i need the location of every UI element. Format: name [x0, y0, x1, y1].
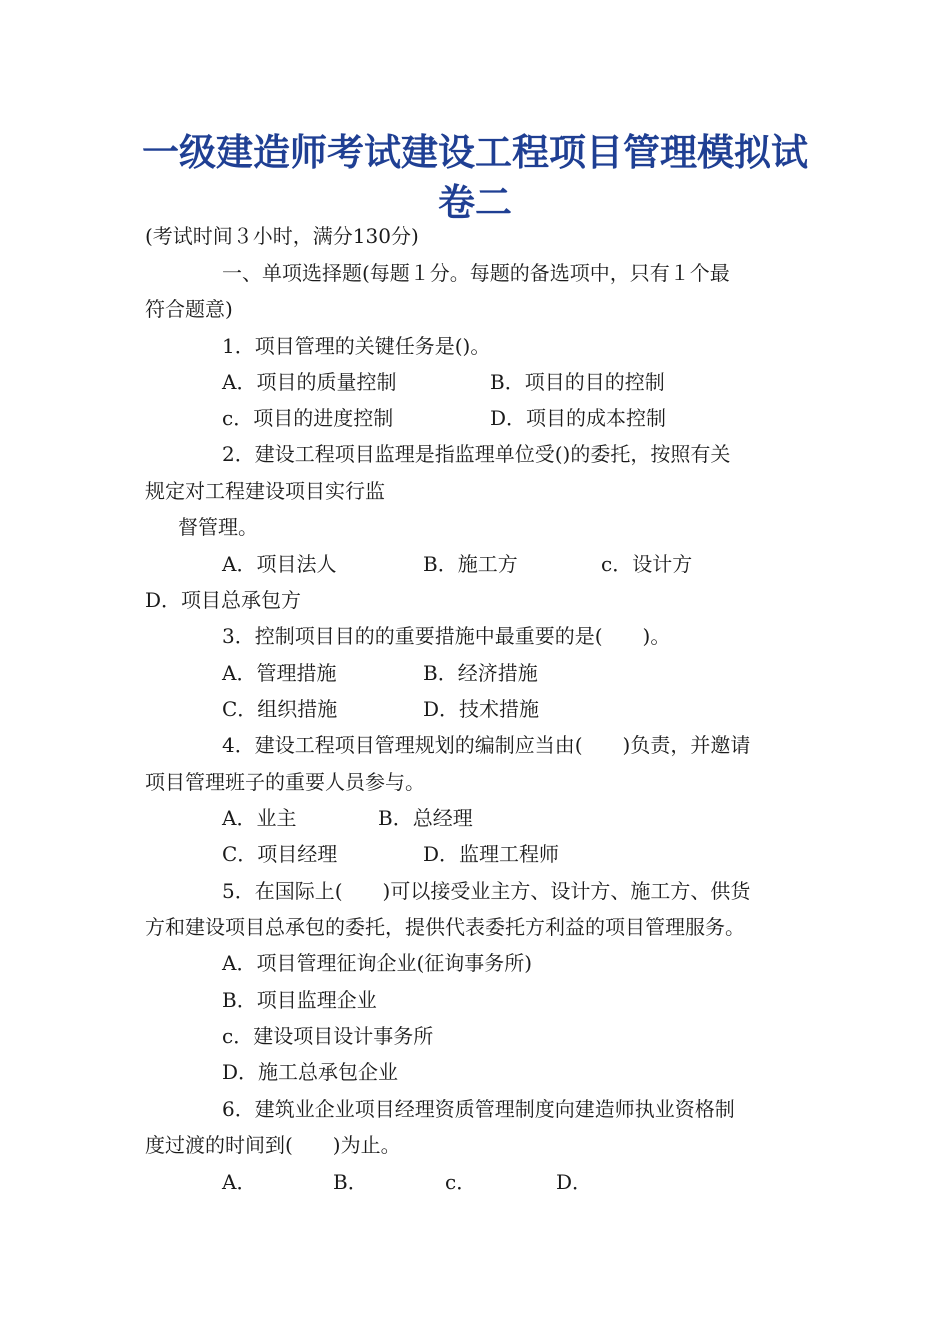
question-2-stem-cont: 规定对工程建设项目实行监: [145, 479, 385, 503]
question-6-option-a: A．: [222, 1170, 257, 1194]
question-2-option-b: B．施工方: [423, 552, 518, 576]
question-1-option-a: A．项目的质量控制: [222, 370, 397, 394]
question-5-option-d: D．施工总承包企业: [222, 1060, 399, 1084]
question-5-option-a: A．项目管理征询企业(征询事务所): [222, 951, 533, 975]
question-6-option-d: D．: [556, 1170, 593, 1194]
question-6-option-c: c．: [445, 1170, 477, 1194]
question-6-option-b: B．: [333, 1170, 368, 1194]
question-2-stem: 2．建设工程项目监理是指监理单位受()的委托，按照有关: [222, 442, 731, 466]
question-4-option-d: D．监理工程师: [423, 842, 560, 866]
question-1-option-b: B．项目的目的控制: [490, 370, 665, 394]
question-2-option-a: A．项目法人: [222, 552, 337, 576]
question-2-stem-cont2: 督管理。: [178, 515, 258, 539]
question-3-option-d: D．技术措施: [423, 697, 540, 721]
question-1-option-c: c．项目的进度控制: [222, 406, 394, 430]
question-2-option-c: c．设计方: [601, 552, 693, 576]
section-heading-cont: 符合题意): [145, 297, 233, 321]
question-6-stem-cont: 度过渡的时间到( )为止。: [145, 1133, 401, 1157]
exam-info: (考试时间３小时，满分130分): [145, 224, 419, 248]
question-3-option-a: A．管理措施: [222, 661, 337, 685]
page-title-line1: 一级建造师考试建设工程项目管理模拟试: [142, 130, 808, 174]
section-heading: 一、单项选择题(每题１分。每题的备选项中，只有１个最: [222, 261, 730, 285]
question-4-stem-cont: 项目管理班子的重要人员参与。: [145, 770, 425, 794]
question-5-option-c: c．建设项目设计事务所: [222, 1024, 434, 1048]
question-6-stem: 6．建筑业企业项目经理资质管理制度向建造师执业资格制: [222, 1097, 735, 1121]
question-4-option-a: A．业主: [222, 806, 297, 830]
question-5-stem-cont: 方和建设项目总承包的委托，提供代表委托方利益的项目管理服务。: [145, 915, 745, 939]
question-3-option-b: B．经济措施: [423, 661, 538, 685]
question-5-option-b: B．项目监理企业: [222, 988, 377, 1012]
question-4-option-b: B．总经理: [378, 806, 473, 830]
question-5-stem: 5．在国际上( )可以接受业主方、设计方、施工方、供货: [222, 879, 751, 903]
question-4-option-c: C．项目经理: [222, 842, 338, 866]
page-title-line2: 卷二: [438, 180, 512, 224]
question-3-option-c: C．组织措施: [222, 697, 338, 721]
question-4-stem: 4．建设工程项目管理规划的编制应当由( )负责，并邀请: [222, 733, 751, 757]
question-3-stem: 3．控制项目目的的重要措施中最重要的是( )。: [222, 624, 671, 648]
question-1-option-d: D．项目的成本控制: [490, 406, 667, 430]
question-2-option-d: D．项目总承包方: [145, 588, 302, 612]
question-1-stem: 1．项目管理的关键任务是()。: [222, 334, 491, 358]
